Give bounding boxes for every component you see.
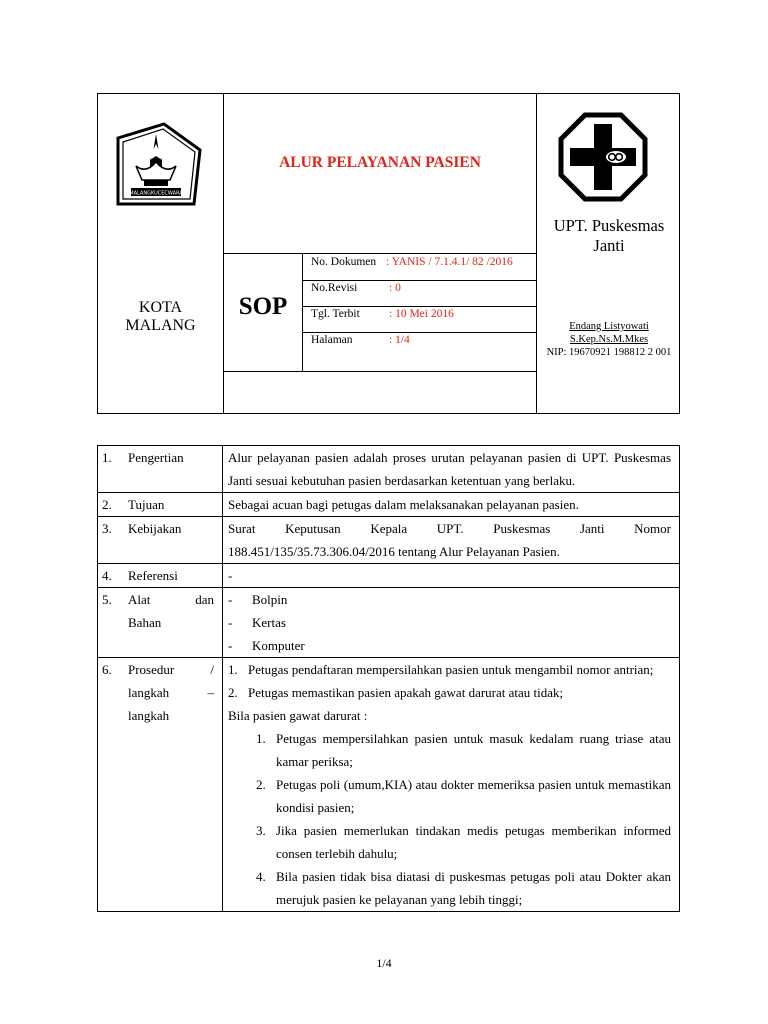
list-item: - Kertas [228, 615, 286, 630]
field-label-terbit: Tgl. Terbit [311, 308, 360, 320]
row-number: 2. [98, 493, 125, 517]
row-label: Alat dan Bahan [124, 588, 223, 658]
kota-label: KOTA MALANG [125, 299, 196, 334]
svg-text:MALANGKUCECWARA: MALANGKUCECWARA [129, 190, 183, 197]
organization-name: UPT. Puskesmas Janti [553, 216, 665, 255]
signatory-name: Endang Listyowati [569, 321, 649, 332]
list-item: 4. Bila pasien tidak bisa diatasi di puskesmas petugas poli atau Dokter akan merujuk pasien ke pelayanan yang lebih tinggi; [256, 869, 671, 907]
row-number: 1. [98, 446, 125, 493]
document-title: ALUR PELAYANAN PASIEN [279, 154, 481, 171]
signatory-title: S.Kep.Ns.M.Mkes [569, 334, 649, 345]
row-number: 4. [98, 564, 125, 588]
list-item: 3. Jika pasien memerlukan tindakan medis petugas memberikan informed consen terlebih dahulu; [256, 823, 671, 861]
table-row [98, 588, 680, 658]
page-number: 1/4 [376, 956, 392, 970]
list-item: 1. Petugas mempersilahkan pasien untuk masuk kedalam ruang triase atau kamar periksa; [256, 731, 671, 769]
procedure-steps [223, 658, 680, 912]
field-value-dokumen: : YANIS / 7.1.4.1/ 82 /2016 [386, 256, 513, 268]
row-label: Prosedur / langkah – langkah [124, 658, 223, 912]
row-number: 3. [98, 517, 125, 564]
list-item: - Komputer [228, 638, 305, 653]
row-items [223, 588, 680, 658]
field-label-dokumen: No. Dokumen [311, 256, 377, 268]
field-value-halaman: : 1/4 [389, 334, 410, 346]
row-text: - [223, 564, 680, 588]
list-item: 2. Petugas memastikan pasien apakah gawat darurat atau tidak; [228, 685, 564, 700]
list-item: 1. Petugas pendaftaran mempersilahkan pasien untuk mengambil nomor antrian; [228, 662, 654, 677]
row-label: Pengertian [124, 446, 223, 493]
row-label: Kebijakan [124, 517, 223, 564]
sop-label: SOP [238, 293, 288, 320]
field-value-revisi: : 0 [389, 282, 401, 294]
table-row [98, 446, 680, 493]
row-label: Referensi [124, 564, 223, 588]
row-label: Tujuan [124, 493, 223, 517]
list-item: 2. Petugas poli (umum,KIA) atau dokter memeriksa pasien untuk memastikan kondisi pasien; [256, 777, 671, 815]
emergency-label: Bila pasien gawat darurat : [228, 708, 368, 723]
signatory-block [537, 320, 681, 359]
signatory-nip: NIP: 19670921 198812 2 001 [546, 347, 672, 358]
field-label-revisi: No.Revisi [311, 282, 358, 294]
sop-header [97, 93, 680, 414]
row-number: 5. [98, 588, 125, 658]
row-number: 6. [98, 658, 125, 912]
field-value-terbit: : 10 Mei 2016 [389, 308, 454, 320]
list-item: - Bolpin [228, 592, 288, 607]
sop-content-table [97, 445, 680, 912]
field-label-halaman: Halaman [311, 334, 353, 346]
puskesmas-logo [557, 111, 649, 203]
row-text: Surat Keputusan Kepala UPT. Puskesmas Janti Nomor 188.451/135/35.73.306.04/2016 tentang Alur Pelayanan Pasien. [223, 517, 680, 564]
table-row [98, 493, 680, 517]
row-text: Alur pelayanan pasien adalah proses urutan pelayanan pasien di UPT. Puskesmas Janti sesuai kebutuhan pasien berdasarkan ketentuan yang berlaku. [223, 446, 680, 493]
row-text: Sebagai acuan bagi petugas dalam melaksanakan pelayanan pasien. [223, 493, 680, 517]
table-row [98, 517, 680, 564]
kota-malang-logo [106, 118, 206, 208]
table-row [98, 658, 680, 912]
table-row [98, 564, 680, 588]
